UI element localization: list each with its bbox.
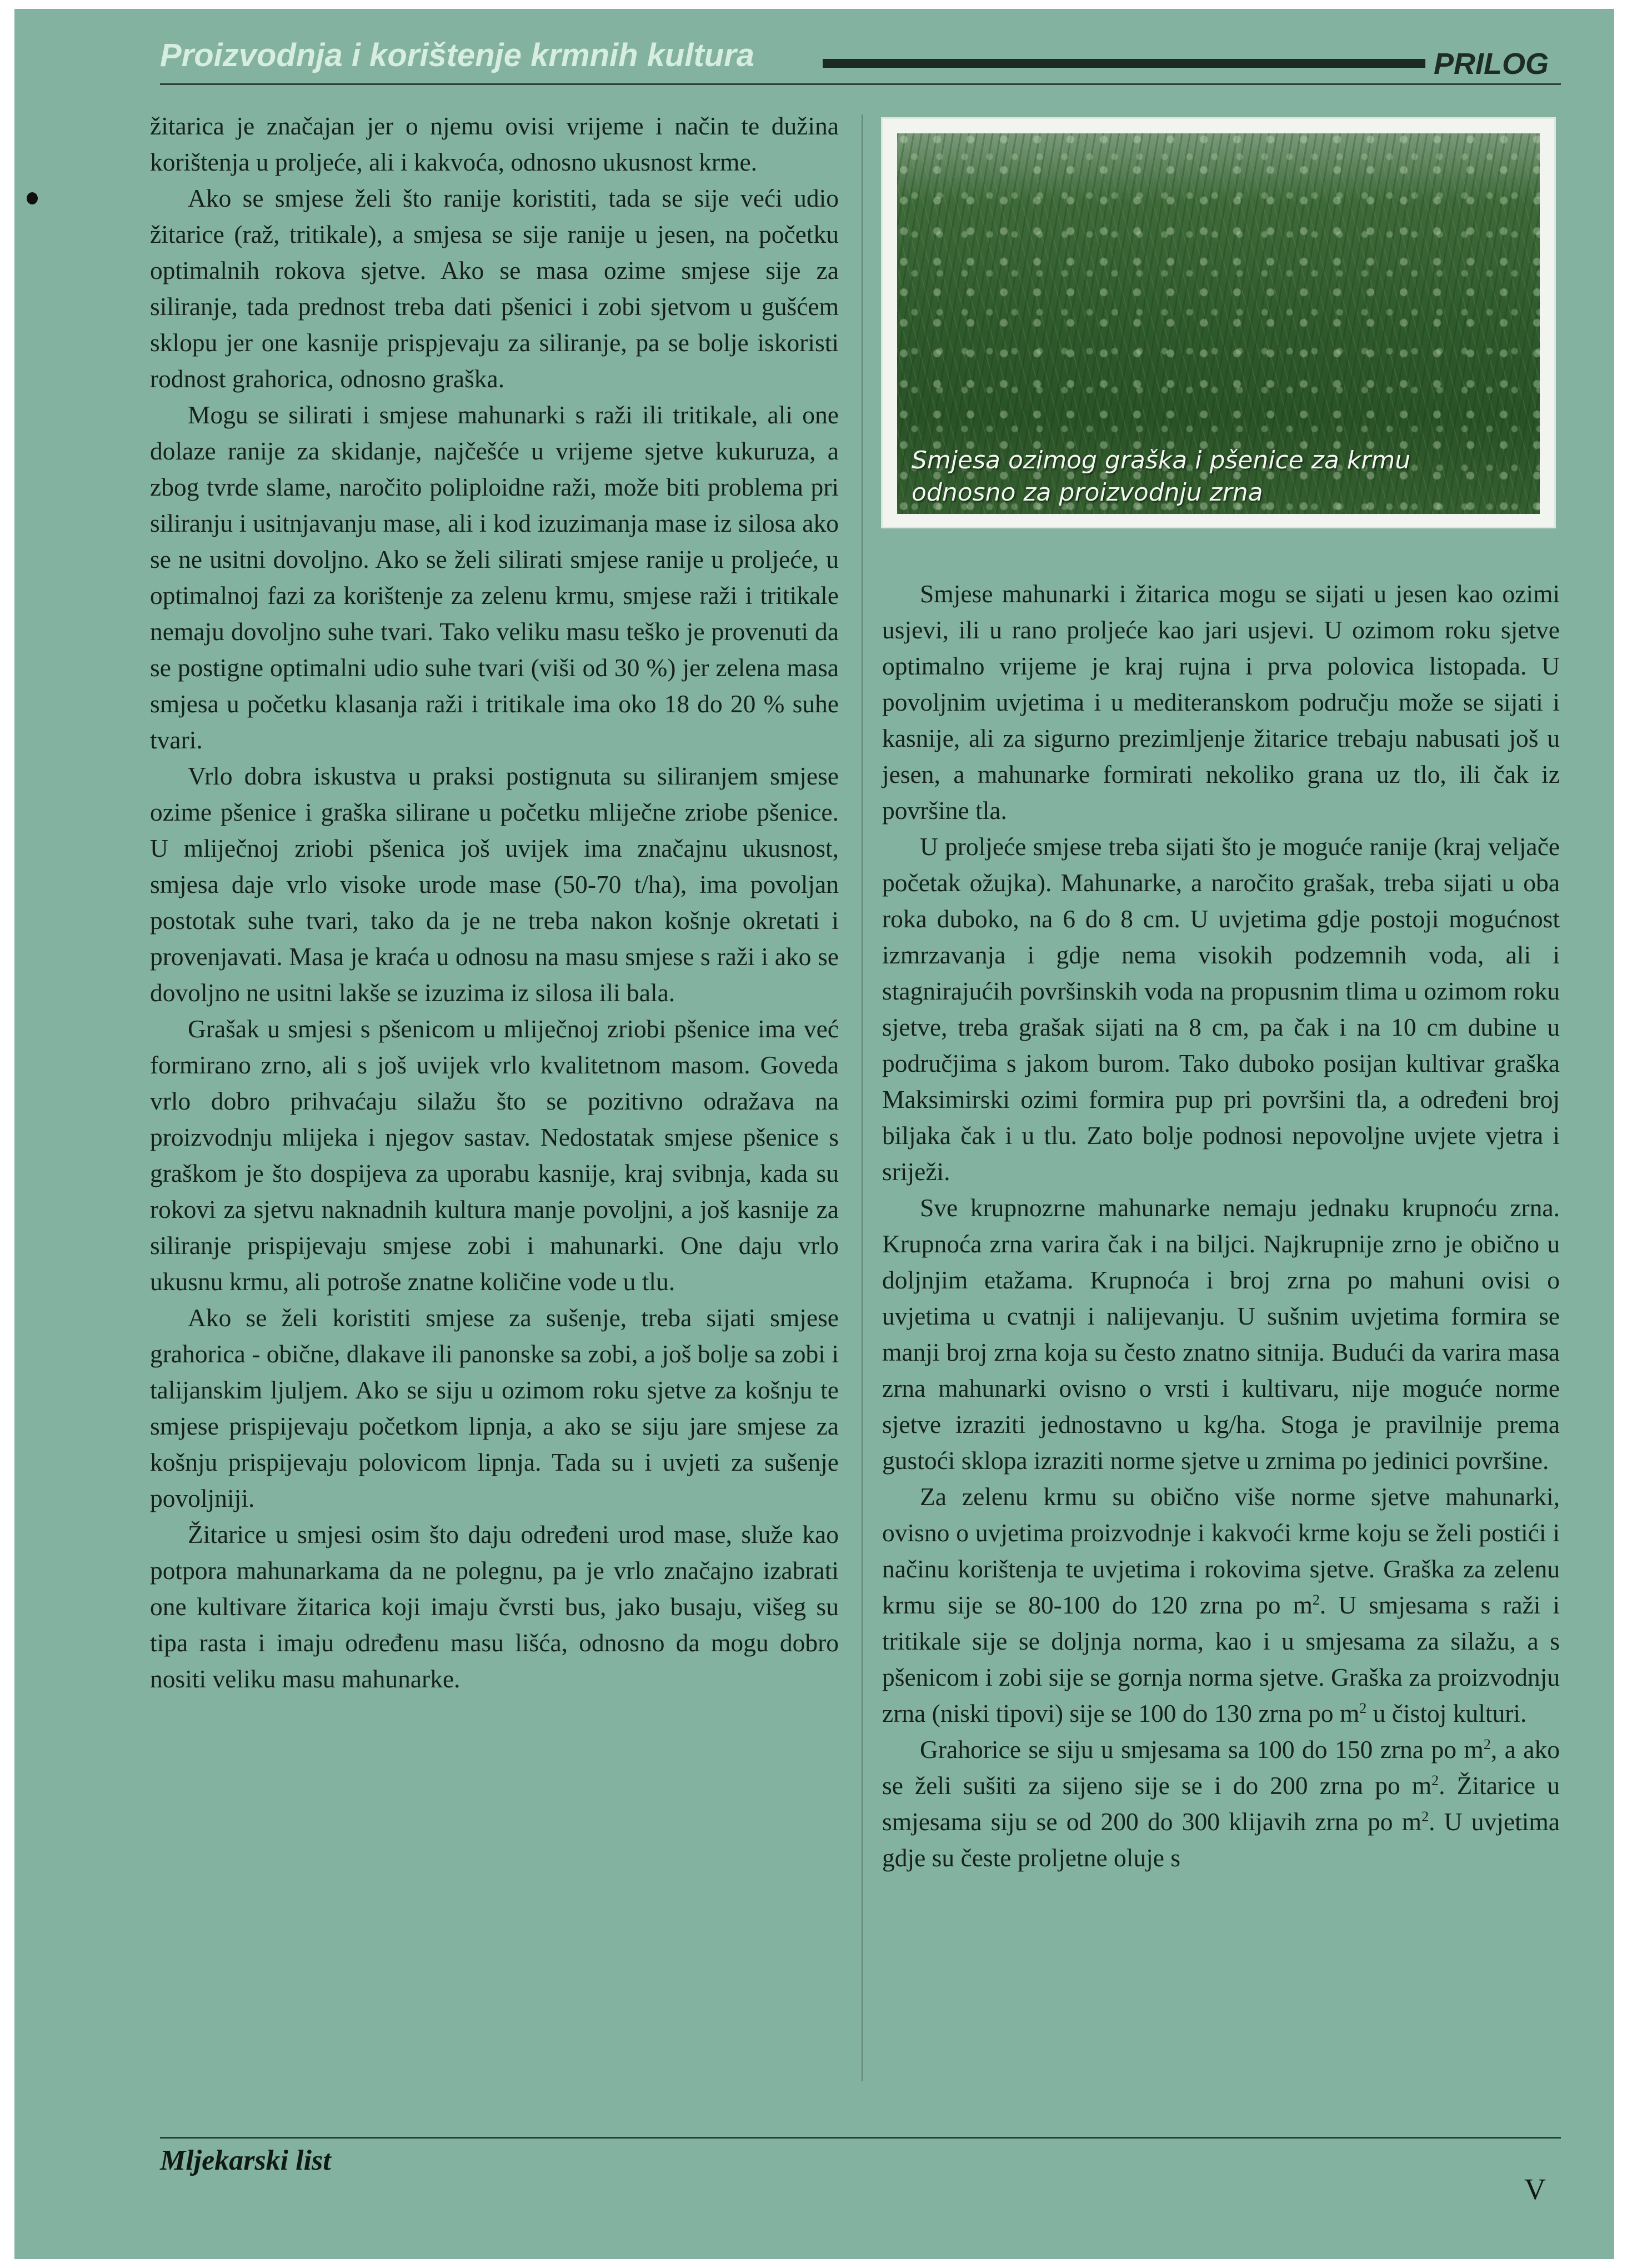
caption-line: Smjesa ozimog graška i pšenice za krmu: [912, 446, 1411, 474]
photo-caption: [912, 444, 1410, 509]
left-column: [150, 108, 839, 1697]
margin-mark: [27, 192, 38, 204]
paragraph: Ako se želi koristiti smjese za sušenje, treba sijati smjese grahorica - obične, dlakave ili panonske sa zobi, a još bolje sa zobi i talijanskim ljuljem. Ako se siju u ozimom roku sjetve za košnju te smjese prispijevaju početkom lipnja, a ako se siju jare smjese za košnju prispijevaju polovicom lipnja. Tada su i uvjeti za sušenje povoljniji.: [150, 1303, 839, 1512]
paragraph: Ako se smjese želi što ranije koristiti, tada se sije veći udio žitarice (raž, tritikale), a smjesa se sije ranije u jesen, na početku optimalnih rokova sjetve. Ako se masa ozime smjese sije za siliranje, tada prednost treba dati pšenici i zobi sjetvom u gušćem sklopu jer one kasnije prispjevaju za siliranje, pa se bolje iskoristi rodnost grahorica, odnosno graška.: [150, 184, 839, 393]
paragraph: [882, 1731, 1560, 1876]
text-run: . Žitarice u smjesama siju se od 200 do 300 klijavih zrna po m: [882, 1771, 1560, 1836]
footer-rule: [160, 2137, 1561, 2139]
photo-figure: [881, 117, 1556, 528]
text-run: Grahorice se siju u smjesama sa 100 do 150 zrna po m: [920, 1735, 1484, 1764]
paragraph: Smjese mahunarki i žitarica mogu se sijati u jesen kao ozimi usjevi, ili u rano proljeće kao jari usjevi. U ozimom roku sjetve optimalno vrijeme je kraj rujna i prva polovica listopada. U povoljnim uvjetima i u mediteranskom području može se sijati i kasnije, ali za sigurno prezimljenje žitarice trebaju nabusati još u jesen, a mahunarke formirati nekoliko grana uz tlo, ili čak iz površine tla.: [882, 580, 1560, 825]
text-run: , a ako se želi sušiti za sijeno sije se i do 200 zrna po m: [882, 1735, 1560, 1800]
superscript: 2: [1312, 1591, 1320, 1608]
paragraph: Vrlo dobra iskustva u praksi postignuta su siliranjem smjese ozime pšenice i graška silirane u početku mliječne zriobe pšenice. U mliječnoj zriobi pšenica još uvijek ima značajnu ukusnost, smjesa daje vrlo visoke urode mase (50-70 t/ha), ima povoljan postotak suhe tvari, tako da je ne treba nakon košnje okretati i provenjavati. Masa je kraća u odnosu na masu smjese s raži i ako se dovoljno ne usitni lakše se izuzima iz silosa ili bala.: [150, 762, 839, 1007]
text-run: u čistoj kulturi.: [1366, 1699, 1527, 1727]
header-thin-rule: [160, 83, 1561, 85]
paragraph: Mogu se silirati i smjese mahunarki s raži ili tritikale, ali one dolaze ranije za skidanje, najčešće u vrijeme sjetve kukuruza, a zbog tvrde slame, naročito poliploidne raži, može biti problema pri siliranju i usitnjavanju mase, ali i kod izuzimanja mase iz silosa ako se ne usitni dovoljno. Ako se želi silirati smjese ranije u proljeće, u optimalnoj fazi za korištenje za zelenu krmu, smjese raži i tritikale nemaju dovoljno suhe tvari. Tako veliku masu teško je provenuti da se postigne optimalni udio suhe tvari (viši od 30 %) jer zelena masa smjesa u početku klasanja raži i tritikale ima oko 18 do 20 % suhe tvari.: [150, 401, 839, 754]
publication-name: Mljekarski list: [160, 2145, 331, 2176]
running-header-title: Proizvodnja i korištenje krmnih kultura: [160, 37, 755, 73]
paragraph: Žitarice u smjesi osim što daju određeni urod mase, služe kao potpora mahunarkama da ne polegnu, pa je vrlo značajno izabrati one kultivare žitarica koji imaju čvrsti bus, jako busaju, višeg su tipa rasta i imaju određenu masu lišća, odnosno da mogu dobro nositi veliku masu mahunarke.: [150, 1520, 839, 1693]
text-run: . U uvjetima gdje su česte proljetne oluje s: [882, 1807, 1560, 1872]
text-run: . U smjesama s raži i tritikale sije se doljnja norma, kao i u smjesama za silažu, a s pšenicom i zobi sije se gornja norma sjetve. Graška za proizvodnju zrna (niski tipovi) sije se 100 do 130 zrna po m: [882, 1591, 1560, 1727]
section-label: PRILOG: [1434, 47, 1549, 81]
paragraph: Sve krupnozrne mahunarke nemaju jednaku krupnoću zrna. Krupnoća zrna varira čak i na biljci. Najkrupnije zrno je obično u doljnjim etažama. Krupnoća i broj zrna po mahuni ovisi o uvjetima u cvatnji i nalijevanju. U sušnim uvjetima formira se manji broj zrna koja su često znatno sitnija. Budući da varira masa zrna mahunarki ovisno o vrsti i kultivaru, nije moguće norme sjetve izraziti jednostavno u kg/ha. Stoga je pravilnije prema gustoći sklopa izraziti norme sjetve u zrnima po jedinici površine.: [882, 1193, 1560, 1475]
column-divider: [862, 114, 863, 2081]
pea-wheat-field-photo: [897, 133, 1540, 514]
paragraph: žitarica je značajan jer o njemu ovisi vrijeme i način te dužina korištenja u proljeće, ali i kakvoća, odnosno ukusnost krme.: [150, 112, 839, 176]
superscript: 2: [1483, 1736, 1491, 1752]
magazine-page: [14, 9, 1614, 2259]
right-column: [882, 576, 1560, 1876]
page-number: V: [1524, 2172, 1546, 2206]
superscript: 2: [1431, 1772, 1439, 1789]
paragraph: [882, 1478, 1560, 1731]
superscript: 2: [1359, 1700, 1367, 1716]
caption-line: odnosno za proizvodnju zrna: [912, 478, 1263, 507]
text-run: Za zelenu krmu su obično više norme sjetve mahunarki, ovisno o uvjetima proizvodnje i kakvoći krme koju se želi postići i načinu korištenja te uvjetima i rokovima sjetve. Graška za zelenu krmu sije se 80-100 do 120 zrna po m: [882, 1482, 1560, 1619]
paragraph: U proljeće smjese treba sijati što je moguće ranije (kraj veljače početak ožujka). Mahunarke, a naročito grašak, treba sijati u oba roka duboko, na 6 do 8 cm. U uvjetima gdje postoji mogućnost izmrzavanja i gdje nema visokih podzemnih voda, ali i stagnirajućih površinskih voda na propusnim tlima u ozimom roku sjetve, treba grašak sijati na 8 cm, pa čak i na 10 cm dubine u područjima s jakom burom. Tako duboko posijan kultivar graška Maksimirski ozimi formira pup pri površini tla, a određeni broj biljaka čak i u tlu. Zato bolje podnosi nepovoljne uvjete vjetra i sriježi.: [882, 832, 1560, 1186]
paragraph: Grašak u smjesi s pšenicom u mliječnoj zriobi pšenice ima već formirano zrno, ali s još uvijek vrlo kvalitetnom masom. Goveda vrlo dobro prihvaćaju silažu što se pozitivno odražava na proizvodnju mlijeka i njegov sastav. Nedostatak smjese pšenice s graškom je što dospijeva za uporabu kasnije, kraj svibnja, kada su rokovi za sjetvu naknadnih kultura manje povoljni, a još kasnije za siliranje prispijevaju smjese zobi i mahunarki. One daju vrlo ukusnu krmu, ali potroše znatne količine vode u tlu.: [150, 1015, 839, 1296]
header-rule-bar: [823, 59, 1425, 68]
superscript: 2: [1421, 1808, 1429, 1825]
